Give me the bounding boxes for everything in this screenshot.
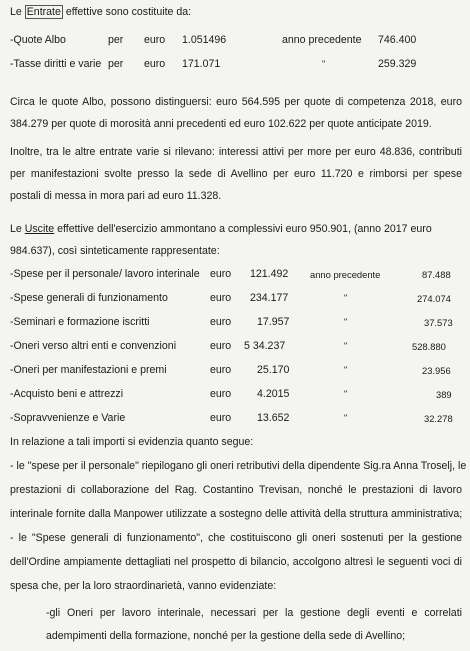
row-label: -Acquisto beni e attrezzi bbox=[10, 388, 124, 400]
row-value: 17.957 bbox=[257, 316, 290, 328]
uscite-row bbox=[10, 388, 462, 401]
row-prev-label: anno precedente bbox=[282, 34, 362, 46]
row-per: per bbox=[108, 34, 124, 46]
uscite-row bbox=[10, 292, 462, 305]
paragraph-line: -gli Oneri per lavoro interinale, necessari per la gestione degli eventi e correlati bbox=[46, 607, 462, 619]
row-prev-value: 746.400 bbox=[378, 34, 417, 46]
entrate-intro bbox=[10, 6, 191, 19]
paragraph-line: postali di messa in mora pari ad euro 11.328. bbox=[10, 190, 222, 202]
uscite-row bbox=[10, 340, 462, 353]
paragraph-line: Inoltre, tra le altre entrate varie si rilevano: interessi attivi per more per euro 48.836, contributi bbox=[10, 146, 462, 158]
row-label: -Tasse diritti e varie bbox=[10, 58, 102, 70]
row-prev-value: 528.880 bbox=[412, 341, 446, 352]
row-ditto-mark: " bbox=[344, 341, 348, 351]
uscite-row bbox=[10, 268, 462, 281]
row-value: 121.492 bbox=[250, 268, 289, 280]
uscite-intro bbox=[10, 223, 432, 236]
row-label: -Spese per il personale/ lavoro interinale bbox=[10, 268, 200, 280]
paragraph-line: dell'Ordine ampiamente dettagliati nel prospetto di bilancio, accolgono altresì le seguenti voci di bbox=[10, 556, 462, 568]
row-value: 13.652 bbox=[257, 412, 290, 424]
row-euro: euro bbox=[210, 316, 232, 328]
row-value: 171.071 bbox=[182, 58, 221, 70]
paragraph-line: Circa le quote Albo, possono distinguersi: euro 564.595 per quote di competenza 2018, euro bbox=[10, 96, 462, 108]
paragraph-line: - le "spese per il personale" riepilogano gli oneri retributivi della dipendente Sig.ra Anna Troselj, le bbox=[10, 460, 467, 472]
entrate-heading: Entrate bbox=[26, 6, 61, 18]
row-value: 1.051496 bbox=[182, 34, 227, 46]
paragraph-line: In relazione a tali importi si evidenzia quanto segue: bbox=[10, 436, 254, 448]
row-prev-value: 23.956 bbox=[422, 365, 451, 376]
uscite-intro-pre: Le bbox=[10, 223, 25, 235]
row-per: per bbox=[108, 58, 124, 70]
row-label: -Oneri per manifestazioni e premi bbox=[10, 364, 167, 376]
row-prev-value: 389 bbox=[436, 389, 452, 400]
row-label: -Quote Albo bbox=[10, 34, 66, 46]
paragraph-line: prestazioni di collaborazione del Rag. Costantino Trevisan, nonché le prestazioni di lavoro bbox=[10, 484, 462, 496]
row-label: -Sopravvenienze e Varie bbox=[10, 412, 126, 424]
row-value: 25.170 bbox=[257, 364, 290, 376]
row-euro: euro bbox=[210, 388, 232, 400]
row-ditto-mark: " bbox=[322, 59, 326, 69]
uscite-row bbox=[10, 412, 462, 425]
row-prev-value: 274.074 bbox=[417, 293, 451, 304]
uscite-row bbox=[10, 364, 462, 377]
uscite-intro-post: effettive dell'esercizio ammontano a complessivi euro 950.901, (anno 2017 euro bbox=[54, 223, 432, 235]
row-prev-value: 87.488 bbox=[422, 269, 451, 280]
row-prev-value: 259.329 bbox=[378, 58, 417, 70]
uscite-intro-line2: 984.637), così sinteticamente rappresentate: bbox=[10, 245, 220, 257]
row-label: -Seminari e formazione iscritti bbox=[10, 316, 150, 328]
paragraph-line: spesa che, per la loro straordinarietà, vanno evidenziate: bbox=[10, 580, 277, 592]
row-euro: euro bbox=[210, 364, 232, 376]
row-ditto-mark: " bbox=[344, 365, 348, 375]
row-label: -Spese generali di funzionamento bbox=[10, 292, 168, 304]
paragraph-line: per manifestazioni svolte presso la sede di Avellino per euro 11.720 e rimborsi per spese bbox=[10, 168, 462, 180]
uscite-row bbox=[10, 316, 462, 329]
row-euro: euro bbox=[210, 412, 232, 424]
row-prev-value: 32.278 bbox=[424, 413, 453, 424]
row-euro: euro bbox=[210, 292, 232, 304]
row-euro: euro bbox=[144, 34, 166, 46]
paragraph-line: - le "Spese generali di funzionamento", che costituiscono gli oneri sostenuti per la gestione bbox=[10, 532, 462, 544]
row-euro: euro bbox=[210, 268, 232, 280]
row-label: -Oneri verso altri enti e convenzioni bbox=[10, 340, 177, 352]
paragraph-line: adempimenti della formazione, nonché per la gestione della sede di Avellino; bbox=[46, 630, 406, 642]
paragraph-line: 384.279 per quote di morosità anni precedenti ed euro 102.622 per quote anticipate 2019. bbox=[10, 118, 432, 130]
row-ditto-mark: " bbox=[344, 389, 348, 399]
row-prev-value: 37.573 bbox=[424, 317, 453, 328]
row-ditto-mark: " bbox=[344, 293, 348, 303]
entrate-intro-post: effettive sono costituite da: bbox=[62, 6, 192, 18]
row-value: 4.2015 bbox=[257, 388, 290, 400]
row-ditto-mark: " bbox=[344, 413, 348, 423]
row-euro: euro bbox=[144, 58, 166, 70]
uscite-heading: Uscite bbox=[24, 223, 55, 235]
row-value: 5 34.237 bbox=[244, 340, 286, 352]
row-ditto-mark: " bbox=[344, 317, 348, 327]
entrate-intro-pre: Le bbox=[10, 6, 25, 18]
row-value: 234.177 bbox=[250, 292, 289, 304]
entrate-row bbox=[10, 58, 462, 71]
row-prev-label: anno precedente bbox=[310, 269, 381, 280]
paragraph-line: interinale fornite dalla Manpower utilizzate a sostegno delle attività della struttura amministrativa; bbox=[10, 508, 463, 520]
entrate-row bbox=[10, 34, 462, 47]
row-euro: euro bbox=[210, 340, 232, 352]
